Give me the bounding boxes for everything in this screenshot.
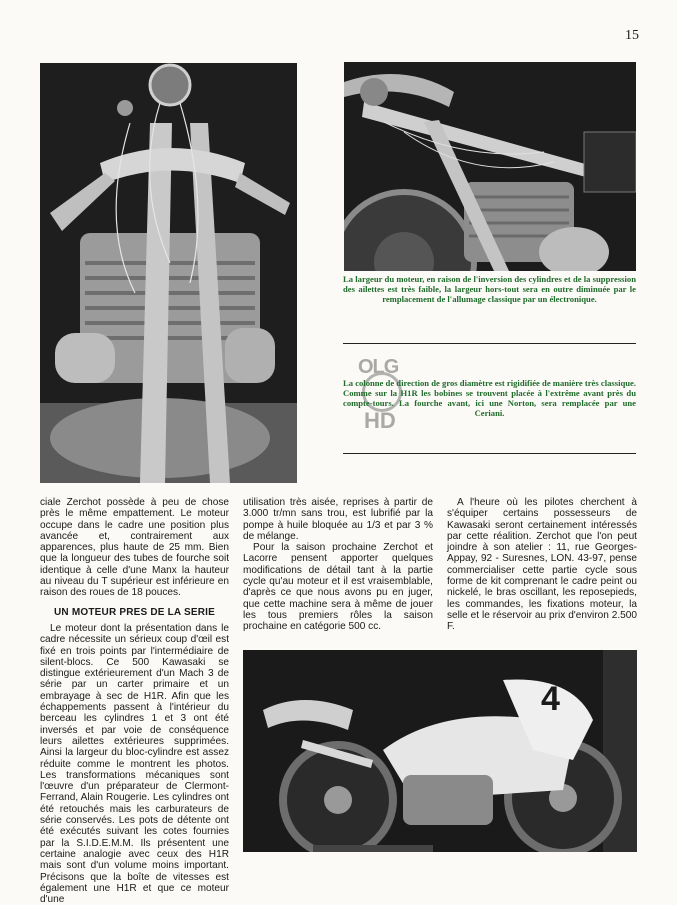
caption-steering-column: La colonne de direction de gros diamètre est rigidifiée de manière très classique. Comme sur la H1R les bobines se trouvent placée à l'extrême avant près du compte-tours. La fourche avant, ici une Norton, sera remplacée par une Ceriani. [343,378,636,418]
column-1 [40,497,229,905]
section-heading: UN MOTEUR PRES DE LA SERIE [54,606,215,618]
watermark-logo: OLG HD [358,356,418,434]
photo-motorcycle [243,650,637,852]
divider-bottom [343,453,636,454]
racing-number: 4 [541,680,560,718]
column-3 [447,497,637,633]
photo-front-view [40,63,297,483]
paragraph: utilisation très aisée, reprises à partir de 3.000 tr/mn sans trou, est lubrifié par la pompe à huile bloquée au 1/3 et par 3 % de mélange. [243,497,433,542]
divider-top [343,343,636,344]
paragraph: Pour la saison prochaine Zerchot et Lacorre pensent apporter quelques modifications de détail tant à la partie cycle qu'au moteur et il est vraisemblable, d'après ce que nous avons pu en juger, que cette machine sera à même de jouer les tous premiers rôles la saison prochaine en catégorie 500 cc. [243,542,433,633]
column-2 [243,497,433,633]
photo-engine-side [344,62,636,271]
paragraph: Le moteur dont la présentation dans le cadre nécessite un sérieux coup d'œil est fixé en trois points par l'intermédiaire de silent-blocs. Ce 500 Kawasaki se distingue extérieurement d'un Mach 3 de série par un carter primaire et un embrayage à sec de H1R. Afin que les échappements passent à l'intérieur du berceau les cylindres 1 et 3 ont été inversés et par voie de conséquence leurs ailettes extérieures supprimées. Ainsi la largeur du bloc-cylindre est assez réduite comme le montrent les photos. Les transformations mécaniques sont l'œuvre d'un préparateur de Clermont-Ferrand, Alain Rougerie. Les cylindres ont été retouchés mais les carburateurs de série conservés. Les pots de détente ont été exécutés suivant les cotes fournies par la S.I.D.E.M.M. Ils présentent une certaine analogie avec ceux des H1R mais sont d'un volume moins important. Précisons que la boîte de vitesses est également une H1R et que ce moteur d'une [40,622,229,905]
page-number: 15 [625,28,639,43]
paragraph: ciale Zerchot possède à peu de chose près le même empattement. Le moteur occupe dans le cadre une position plus avancée et, contrairement aux apparences, plus haute de 25 mm. Bien que la longueur des tubes de fourche soit identique à celle d'une Manx la hauteur au niveau du T supérieur est inférieure en raison des roues de 18 pouces. [40,497,229,599]
paragraph: A l'heure où les pilotes cherchent à s'équiper certains possesseurs de Kawasaki seront certainement intéressés par cette réalition. Zerchot que l'on peut joindre à son atelier : 11, rue Georges-Appay, 92 - Suresnes, LON. 43-97, pense commercialiser cette partie cycle sous forme de kit comprenant le cadre peint ou nickelé, le bras oscillant, les reposepieds, les commandes, les fixations moteur, la selle et le réservoir au prix d'environ 2.500 F. [447,497,637,633]
caption-engine-width: La largeur du moteur, en raison de l'inversion des cylindres et de la suppression des ailettes est très faible, la largeur hors-tout sera en outre diminuée par le remplacement de l'allumage classique par un électronique. [343,274,636,304]
